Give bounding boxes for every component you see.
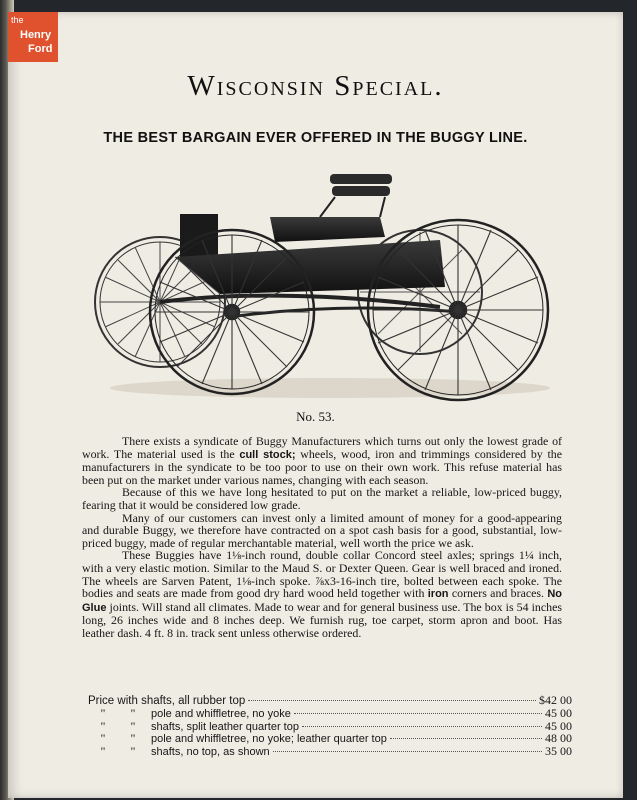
logo-text-henry: Henry <box>20 29 52 41</box>
price-list <box>88 695 572 759</box>
paragraph-1: There exists a syndicate of Buggy Manufacturers which turns out only the lowest grade of work. The material used is the cull stock; wheels, wood, iron and trimmings considered by the manufacturers in the syndicate to be too poor to use on their own work. This refuse material has been put on the market under various names, changing with each season. <box>82 434 562 487</box>
henry-ford-logo <box>8 12 58 62</box>
page-title: Wisconsin Special. <box>187 70 444 102</box>
price-value: 45 00 <box>545 718 572 733</box>
catalog-page <box>8 12 623 798</box>
price-row: " " pole and whiffletree, no yoke; leather quarter top 48 00 <box>100 731 572 746</box>
logo-text-the: the <box>11 15 24 25</box>
paragraph-3: Many of our customers can invest only a limited amount of money for a good-appearing and durable Buggy, we therefore have contracted on a spot cash basis for a good, substantial, low-priced buggy, made of regular merchantable material, well worth the price we ask. <box>82 510 562 550</box>
price-row: Price with shafts, all rubber top $42 00 <box>88 693 572 707</box>
paragraph-2: Because of this we have long hesitated to put on the market a reliable, low-priced buggy, fearing that it would be considered low grade. <box>82 485 562 512</box>
price-row: " " pole and whiffletree, no yoke 45 00 <box>100 705 572 720</box>
price-row: " " shafts, no top, as shown 35 00 <box>100 744 572 759</box>
page-subtitle: THE BEST BARGAIN EVER OFFERED IN THE BUGGY LINE. <box>103 130 528 146</box>
price-value: 45 00 <box>545 705 572 720</box>
description-text <box>82 435 562 640</box>
price-row: " " shafts, split leather quarter top 45 00 <box>100 718 572 733</box>
price-value: 35 00 <box>545 744 572 759</box>
buggy-illustration <box>80 162 560 407</box>
paragraph-4: These Buggies have 1⅛-inch round, double collar Concord steel axles; springs 1¼ inch, with a very elastic motion. Similar to the Maud S. or Dexter Queen. Gear is well braced and ironed. The wheels are Sarven Patent, 1⅛-inch spoke. ⅞x3-16-inch tire, bolted between each spoke. The bodies and seats are made from good dry hard wood held together with iron corners and braces. No Glue joints. Will stand all climates. Made to wear and for general business use. The box is 54 inches long, 26 inches wide and 8 inches deep. We furnish rug, toe carpet, storm apron and boot. Has leather dash. 4 ft. 8 in. track sent unless otherwise ordered. <box>82 548 562 640</box>
price-value: 48 00 <box>545 731 572 746</box>
model-number-caption: No. 53. <box>296 409 335 424</box>
logo-text-ford: Ford <box>28 43 53 55</box>
price-value: $42 00 <box>539 693 572 707</box>
